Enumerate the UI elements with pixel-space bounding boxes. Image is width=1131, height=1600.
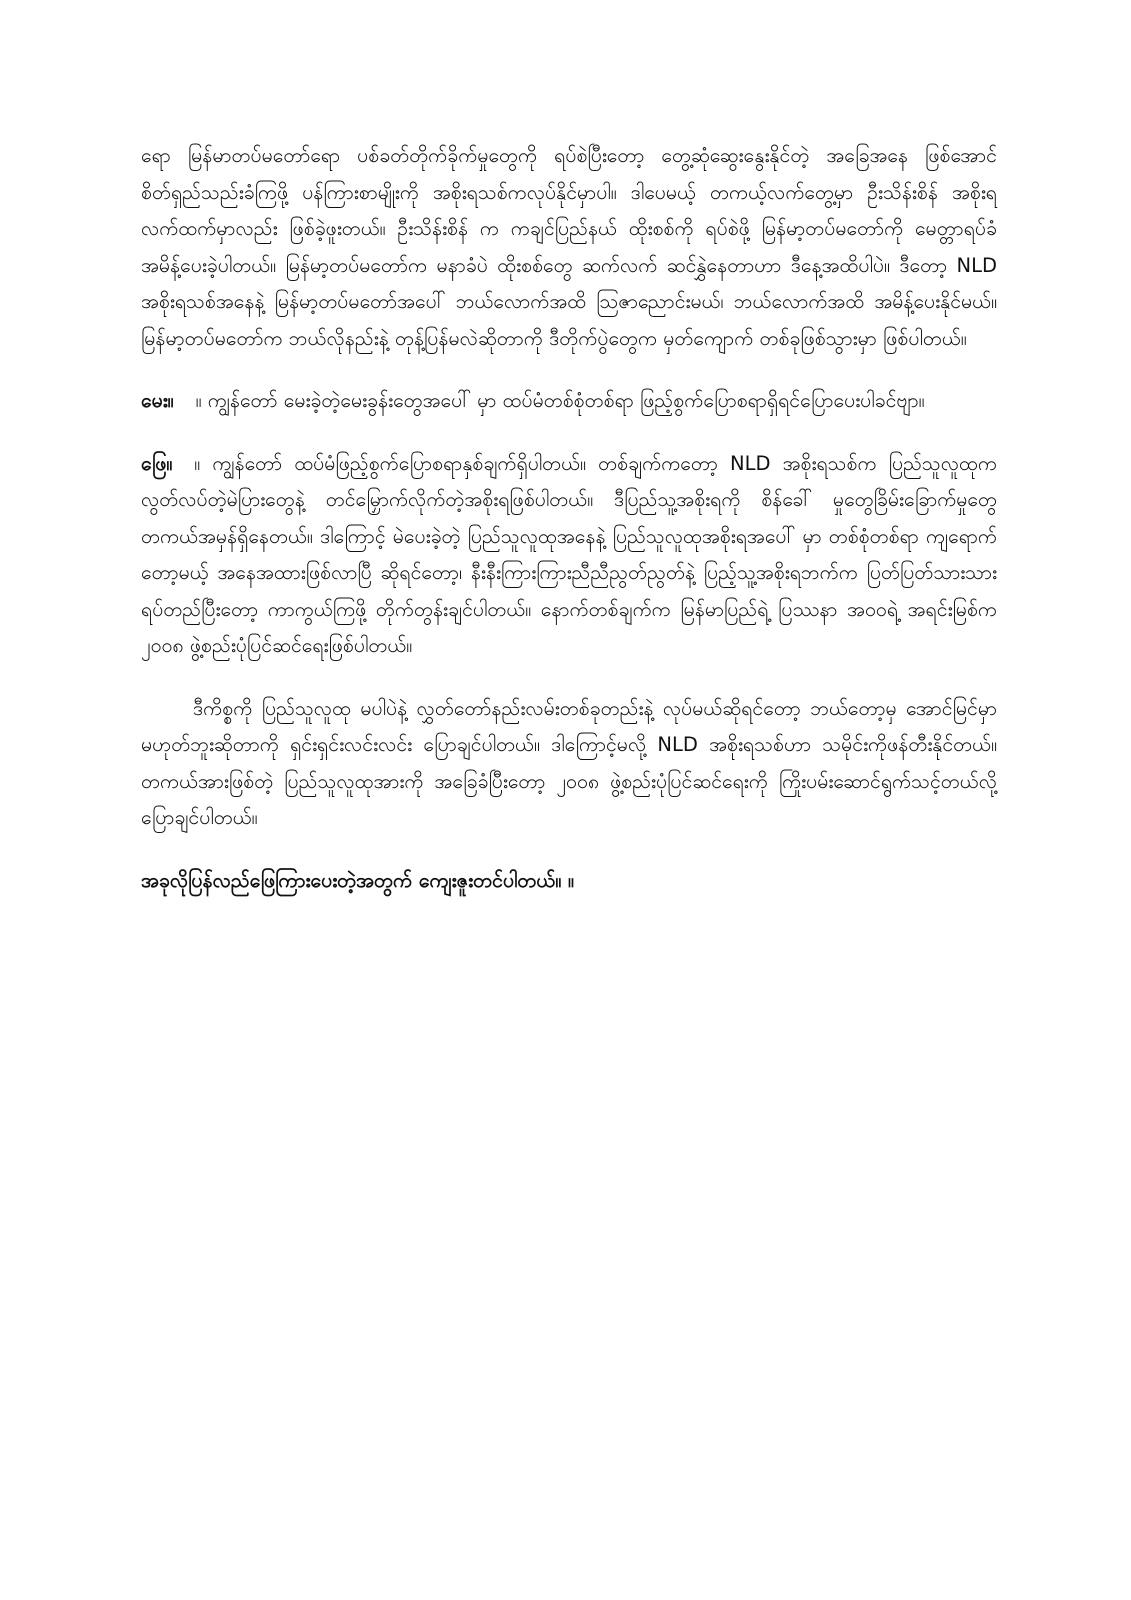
paragraph-text: ဒီကိစ္စကို ပြည်သူလူထု မပါပဲနဲ့ လွှတ်တော်နည်းလမ်းတစ်ခုတည်းနဲ့ လုပ်မယ်ဆိုရင်တော့ ဘယ်တော့မှ အောင်မြင်မှာ မဟုတ်ဘူးဆိုတာကို ရှင်းရှင်းလင်းလင်း ပြောချင်ပါတယ်။ ဒါကြောင့်မလို့ NLD အစိုးရသစ်ဟာ သမိုင်းကိုဖန်တီးနိုင်တယ်။ တကယ်အားဖြစ်တဲ့ ပြည်သူလူထုအားကို အခြေခံပြီးတော့ ၂၀၀၈ ဖွဲ့စည်းပုံပြင်ဆင်ရေးကို ကြိုးပမ်းဆောင်ရွက်သင့်တယ်လို့ပြောချင်ပါတယ်။ (141, 696, 997, 829)
paragraph-text: ရော မြန်မာတပ်မတော်ရော ပစ်ခတ်တိုက်ခိုက်မှုတွေကို ရပ်စဲပြီးတော့ တွေ့ဆုံဆွေးနွေးနိုင်တဲ့ အခြေအနေ ဖြစ်အောင် စိတ်ရှည်သည်းခံကြဖို့ ပန်ကြားစာမျိုးကို အစိုးရသစ်ကလုပ်နိုင်မှာပါ။ ဒါပေမယ့် တကယ့်လက်တွေ့မှာ ဦးသိန်းစိန် အစိုးရ လက်ထက်မှာလည်း ဖြစ်ခဲ့ဖူးတယ်။ ဦးသိန်းစိန် က ကချင်ပြည်နယ် ထိုးစစ်ကို ရပ်စဲဖို့ မြန်မာ့တပ်မတော်ကို မေတ္တာရပ်ခံ အမိန့်ပေးခဲ့ပါတယ်။ မြန်မာ့တပ်မတော်က မနာခံပဲ ထိုးစစ်တွေ ဆက်လက် ဆင်နွှဲနေတာဟာ ဒီနေ့အထိပါပဲ။ ဒီတော့ NLD အစိုးရသစ်အနေနဲ့ မြန်မာ့တပ်မတော်အပေါ် ဘယ်လောက်အထိ ဩဇာညောင်းမယ်၊ ဘယ်လောက်အထိ အမိန့်ပေးနိုင်မယ်။ မြန်မာ့တပ်မတော်က ဘယ်လိုနည်းနဲ့ တုန့်ပြန်မလဲဆိုတာကို ဒီတိုက်ပွဲတွေက မှတ်ကျောက် တစ်ခုဖြစ်သွားမှာ ဖြစ်ပါတယ်။ (141, 144, 997, 350)
closing-line: အခုလိုပြန်လည်ဖြေကြားပေးတဲ့အတွက် ကျေးဇူးတင်ပါတယ်။ ။ (141, 868, 574, 892)
conclusion-paragraph (141, 691, 997, 837)
document-page (141, 138, 997, 899)
question-paragraph (141, 383, 997, 420)
question-label: မေး။ (141, 389, 174, 412)
answer-label: ဖြေ။ (141, 451, 173, 475)
answer-paragraph (141, 446, 997, 665)
intro-paragraph (141, 138, 997, 357)
paragraph-text: ။ ကျွန်တော် မေးခဲ့တဲ့မေးခွန်းတွေအပေါ် မှာ ထပ်မံတစ်စုံတစ်ရာ ဖြည့်စွက်ပြောစရာရှိရင်ပြောပေးပါခင်ဗျာ။ (195, 389, 925, 412)
paragraph-text: ။ ကျွန်တော် ထပ်မံဖြည့်စွက်ပြောစရာနှစ်ချက်ရှိပါတယ်။ တစ်ချက်ကတော့ NLD အစိုးရသစ်က ပြည်သူလူထုက လွတ်လပ်တဲ့မဲပြားတွေနဲ့ တင်မြှောက်လိုက်တဲ့အစိုးရဖြစ်ပါတယ်။ ဒီပြည်သူ့အစိုးရကို စိန်ခေါ် မှုတွေခြိမ်းခြောက်မှုတွေ တကယ်အမှန်ရှိနေတယ်။ ဒါကြောင့် မဲပေးခဲ့တဲ့ ပြည်သူလူထုအနေနဲ့ ပြည်သူလူထုအစိုးရအပေါ် မှာ တစ်စုံတစ်ရာ ကျရောက်တော့မယ့် အနေအထားဖြစ်လာပြီ ဆိုရင်တော့၊ နီးနီးကြားကြားညီညီညွတ်ညွတ်နဲ့ ပြည့်သူ့အစိုးရဘက်က ပြတ်ပြတ်သားသားရပ်တည်ပြီးတော့ ကာကွယ်ကြဖို့ တိုက်တွန်းချင်ပါတယ်။ နောက်တစ်ချက်က မြန်မာပြည်ရဲ့ ပြဿနာ အဝဝရဲ့ အရင်းမြစ်က ၂၀၀၈ ဖွဲ့စည်းပုံပြင်ဆင်ရေးဖြစ်ပါတယ်။ (141, 451, 997, 657)
